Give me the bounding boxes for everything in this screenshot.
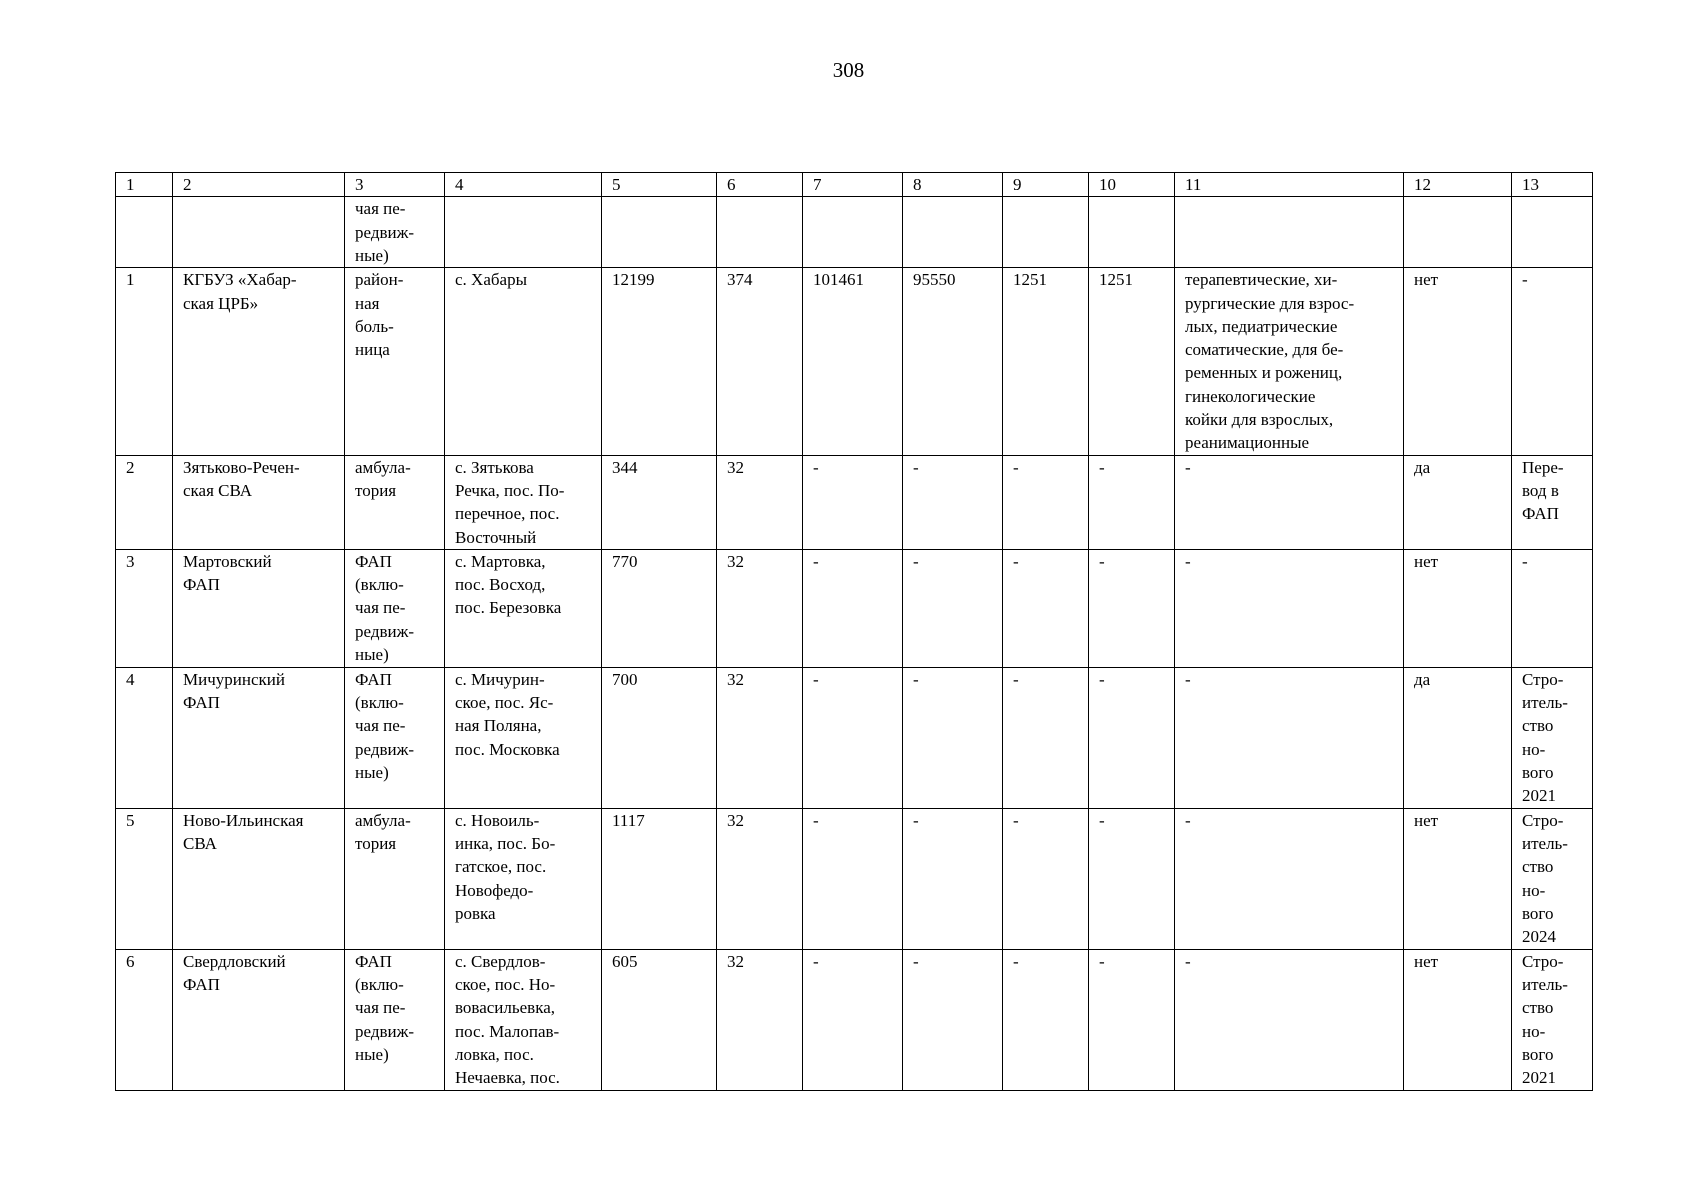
table-cell: Стро- итель- ство но- вого 2021 <box>1512 667 1593 808</box>
table-cell: - <box>1089 949 1175 1090</box>
table-cell: - <box>803 667 903 808</box>
table-cell: - <box>1003 667 1089 808</box>
table-cell: - <box>1003 949 1089 1090</box>
table-cell <box>803 197 903 268</box>
table-cell: - <box>1175 455 1404 549</box>
header-cell: 10 <box>1089 173 1175 197</box>
table-cell: - <box>1175 949 1404 1090</box>
table-cell: 344 <box>602 455 717 549</box>
table-cell: ФАП (вклю- чая пе- редвиж- ные) <box>345 949 445 1090</box>
table-cell: - <box>803 949 903 1090</box>
table-cell: 12199 <box>602 268 717 455</box>
facilities-table <box>115 172 1593 1091</box>
header-cell: 7 <box>803 173 903 197</box>
table-cell: да <box>1404 455 1512 549</box>
header-cell: 2 <box>173 173 345 197</box>
table-cell: амбула- тория <box>345 808 445 949</box>
table-cell: Мартовский ФАП <box>173 549 345 667</box>
table-cell: с. Зятькова Речка, пос. По- перечное, пос. Восточный <box>445 455 602 549</box>
table-cell: ФАП (вклю- чая пе- редвиж- ные) <box>345 549 445 667</box>
table-cell: амбула- тория <box>345 455 445 549</box>
table-cell: 32 <box>717 549 803 667</box>
table-cell: - <box>1175 808 1404 949</box>
table-cell: с. Свердлов- ское, пос. Но- вовасильевка, пос. Малопав- ловка, пос. Нечаевка, пос. <box>445 949 602 1090</box>
header-cell: 9 <box>1003 173 1089 197</box>
table-cell: 32 <box>717 949 803 1090</box>
table-cell <box>116 197 173 268</box>
table-cell: Ново-Ильинская СВА <box>173 808 345 949</box>
table-cell: нет <box>1404 808 1512 949</box>
table-cell: - <box>1089 667 1175 808</box>
table-cell <box>173 197 345 268</box>
table-cell <box>1512 197 1593 268</box>
table-cell: 4 <box>116 667 173 808</box>
table-cell: 605 <box>602 949 717 1090</box>
header-cell: 5 <box>602 173 717 197</box>
table-cell: 1251 <box>1003 268 1089 455</box>
header-cell: 6 <box>717 173 803 197</box>
table-cell <box>717 197 803 268</box>
table-cell: - <box>1175 667 1404 808</box>
header-cell: 4 <box>445 173 602 197</box>
table-cell: - <box>1175 549 1404 667</box>
table-cell: Стро- итель- ство но- вого 2024 <box>1512 808 1593 949</box>
table-cell: КГБУЗ «Хабар- ская ЦРБ» <box>173 268 345 455</box>
header-cell: 13 <box>1512 173 1593 197</box>
table-cell: 95550 <box>903 268 1003 455</box>
table-cell: - <box>1089 808 1175 949</box>
table-cell <box>1003 197 1089 268</box>
table-cell: район- ная боль- ница <box>345 268 445 455</box>
table-cell: 6 <box>116 949 173 1090</box>
table-cell: Пере- вод в ФАП <box>1512 455 1593 549</box>
header-cell: 11 <box>1175 173 1404 197</box>
table-row <box>116 197 1593 268</box>
table-cell: нет <box>1404 268 1512 455</box>
table-row <box>116 268 1593 455</box>
table-cell <box>1089 197 1175 268</box>
table-cell: - <box>1003 808 1089 949</box>
table-cell: нет <box>1404 949 1512 1090</box>
table-cell: 32 <box>717 808 803 949</box>
table-cell: 374 <box>717 268 803 455</box>
table-cell: 770 <box>602 549 717 667</box>
table-cell: Зятьково-Речен- ская СВА <box>173 455 345 549</box>
table-cell: - <box>903 455 1003 549</box>
table-cell: чая пе- редвиж- ные) <box>345 197 445 268</box>
table-cell: - <box>1089 549 1175 667</box>
table-cell: ФАП (вклю- чая пе- редвиж- ные) <box>345 667 445 808</box>
table-cell: - <box>1512 268 1593 455</box>
table-cell: да <box>1404 667 1512 808</box>
table-cell: 2 <box>116 455 173 549</box>
table-header-row <box>116 173 1593 197</box>
table-cell: нет <box>1404 549 1512 667</box>
table-row <box>116 455 1593 549</box>
table-cell: - <box>903 667 1003 808</box>
table-row <box>116 949 1593 1090</box>
table-cell: с. Хабары <box>445 268 602 455</box>
table-cell: - <box>1089 455 1175 549</box>
table-cell: 32 <box>717 455 803 549</box>
page-number: 308 <box>832 58 865 82</box>
table-row <box>116 808 1593 949</box>
table-cell: Мичуринский ФАП <box>173 667 345 808</box>
table-cell: - <box>803 455 903 549</box>
table-cell: 1 <box>116 268 173 455</box>
table-cell <box>903 197 1003 268</box>
table-cell: - <box>803 808 903 949</box>
table-cell: - <box>803 549 903 667</box>
table-cell: - <box>1003 549 1089 667</box>
table-cell: с. Мичурин- ское, пос. Яс- ная Поляна, пос. Московка <box>445 667 602 808</box>
table-cell: - <box>903 808 1003 949</box>
table-cell: 1117 <box>602 808 717 949</box>
table-row <box>116 549 1593 667</box>
table-cell: с. Мартовка, пос. Восход, пос. Березовка <box>445 549 602 667</box>
table-cell: 700 <box>602 667 717 808</box>
table-cell: Стро- итель- ство но- вого 2021 <box>1512 949 1593 1090</box>
table-cell <box>602 197 717 268</box>
table-cell <box>1175 197 1404 268</box>
table-cell <box>445 197 602 268</box>
table-row <box>116 667 1593 808</box>
table-cell: с. Новоиль- инка, пос. Бо- гатское, пос. Новофедо- ровка <box>445 808 602 949</box>
table-cell: 1251 <box>1089 268 1175 455</box>
table-cell: - <box>903 549 1003 667</box>
table-cell: - <box>1512 549 1593 667</box>
header-cell: 1 <box>116 173 173 197</box>
table-cell: - <box>903 949 1003 1090</box>
table-cell: 32 <box>717 667 803 808</box>
header-cell: 3 <box>345 173 445 197</box>
table-cell: 5 <box>116 808 173 949</box>
header-cell: 12 <box>1404 173 1512 197</box>
table-cell: Свердловский ФАП <box>173 949 345 1090</box>
header-cell: 8 <box>903 173 1003 197</box>
table-cell: 3 <box>116 549 173 667</box>
table-cell: терапевтические, хи- рургические для взрос- лых, педиатрические соматические, для бе- ременных и рожениц, гинекологические койки для взрослых, реанимационные <box>1175 268 1404 455</box>
table-cell: 101461 <box>803 268 903 455</box>
table-cell <box>1404 197 1512 268</box>
table-cell: - <box>1003 455 1089 549</box>
